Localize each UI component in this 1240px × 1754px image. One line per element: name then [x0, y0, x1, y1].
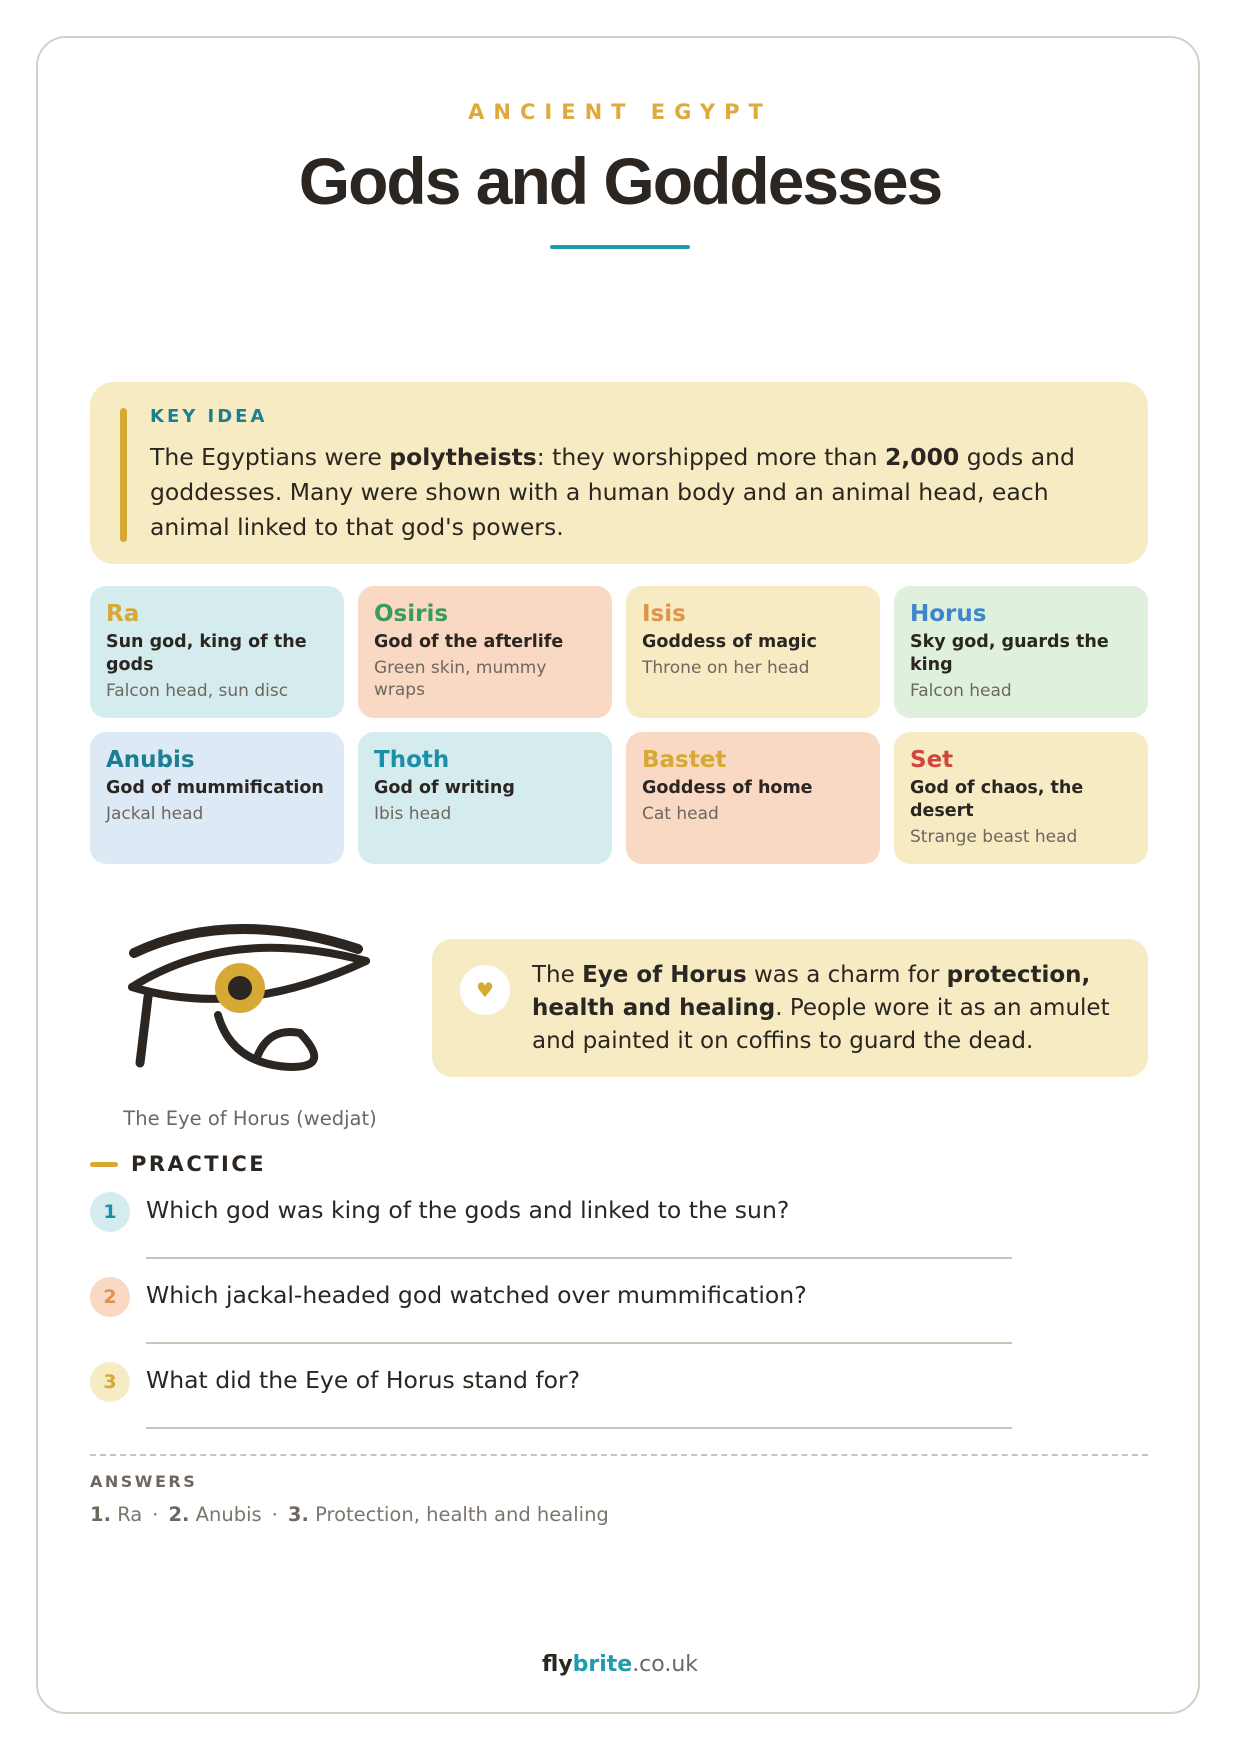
question-text: Which jackal-headed god watched over mummification? — [146, 1281, 807, 1309]
brand-fly: fly — [541, 1652, 573, 1677]
key-idea-text — [150, 440, 1100, 545]
god-role: God of writing — [374, 778, 515, 798]
god-role: Goddess of magic — [642, 632, 817, 652]
brand-tld: .co.uk — [632, 1652, 699, 1677]
god-name: Bastet — [642, 747, 727, 773]
god-name: Ra — [106, 601, 140, 627]
key-idea-text-part: The Egyptians were — [150, 443, 390, 471]
footer-brand[interactable] — [0, 1652, 1240, 1677]
answer-line[interactable] — [146, 1427, 1012, 1429]
god-card-bastet — [626, 732, 880, 864]
god-role: God of chaos, the desert — [910, 778, 1084, 821]
question-text: What did the Eye of Horus stand for? — [146, 1366, 581, 1394]
title-underline — [550, 245, 690, 249]
key-idea-term: polytheists — [389, 443, 537, 471]
god-card-osiris — [358, 586, 612, 718]
god-role: Sky god, guards the king — [910, 632, 1109, 675]
key-idea-box — [90, 382, 1148, 564]
eye-of-horus-callout — [432, 939, 1148, 1077]
god-role: Sun god, king of the gods — [106, 632, 307, 675]
page-title: Gods and Goddesses — [298, 144, 942, 218]
callout-text-part: The — [532, 962, 583, 988]
question-number: 2 — [90, 1277, 130, 1317]
question-number: 1 — [90, 1192, 130, 1232]
god-name: Thoth — [374, 747, 450, 773]
question-text: Which god was king of the gods and linked to the sun? — [146, 1196, 790, 1224]
callout-text-part: was a charm for — [746, 962, 947, 988]
answer-text: Anubis — [195, 1503, 262, 1526]
eye-caption: The Eye of Horus (wedjat) — [123, 1107, 377, 1130]
practice-marker — [90, 1162, 118, 1167]
callout-text-part: . People wore it as an amulet and painted it on coffins to guard the dead. — [532, 995, 1110, 1054]
callout-term: Eye of Horus — [582, 962, 747, 988]
kicker: ANCIENT EGYPT — [468, 100, 772, 124]
god-look: Falcon head, sun disc — [106, 681, 289, 701]
page-frame — [36, 36, 1200, 1714]
eye-of-horus-icon — [120, 915, 380, 1085]
god-card-isis — [626, 586, 880, 718]
god-name: Isis — [642, 601, 686, 627]
answers-divider — [90, 1454, 1148, 1456]
god-look: Jackal head — [106, 804, 204, 824]
god-card-thoth — [358, 732, 612, 864]
god-card-set — [894, 732, 1148, 864]
god-name: Anubis — [106, 747, 195, 773]
answer-number: 3. — [287, 1503, 309, 1526]
god-look: Throne on her head — [642, 658, 810, 678]
god-look: Falcon head — [910, 681, 1012, 701]
god-name: Osiris — [374, 601, 449, 627]
god-role: Goddess of home — [642, 778, 813, 798]
answer-text: Protection, health and healing — [315, 1503, 609, 1526]
answer-number: 2. — [168, 1503, 190, 1526]
god-role: God of the afterlife — [374, 632, 564, 652]
god-look: Cat head — [642, 804, 719, 824]
god-look: Ibis head — [374, 804, 452, 824]
callout-emphasis: protection, health and healing — [532, 962, 1091, 1021]
god-card-anubis — [90, 732, 344, 864]
answer-line[interactable] — [146, 1342, 1012, 1344]
god-name: Horus — [910, 601, 987, 627]
answers-list — [90, 1503, 609, 1526]
answer-number: 1. — [90, 1503, 111, 1526]
key-idea-bar — [120, 408, 127, 542]
heart-icon: ♥ — [460, 965, 510, 1015]
answer-separator: · — [271, 1503, 278, 1526]
god-card-ra — [90, 586, 344, 718]
answers-label: ANSWERS — [90, 1472, 198, 1491]
key-idea-text-part: gods and goddesses. Many were shown with a human body and an animal head, each animal linked to that god's powers. — [150, 443, 1075, 541]
callout-text — [532, 959, 1122, 1058]
answer-line[interactable] — [146, 1257, 1012, 1259]
key-idea-label: KEY IDEA — [150, 406, 268, 427]
brand-brite: brite — [572, 1652, 633, 1677]
answer-separator: · — [152, 1503, 159, 1526]
god-role: God of mummification — [106, 778, 324, 798]
key-idea-number: 2,000 — [884, 443, 960, 471]
key-idea-text-part: : they worshipped more than — [536, 443, 885, 471]
answer-text: Ra — [117, 1503, 143, 1526]
god-card-horus — [894, 586, 1148, 718]
god-look: Strange beast head — [910, 827, 1078, 847]
gods-grid — [90, 586, 1148, 864]
god-name: Set — [910, 747, 954, 773]
question-number: 3 — [90, 1362, 130, 1402]
god-look: Green skin, mummy wraps — [374, 658, 547, 700]
practice-title: PRACTICE — [131, 1152, 267, 1176]
